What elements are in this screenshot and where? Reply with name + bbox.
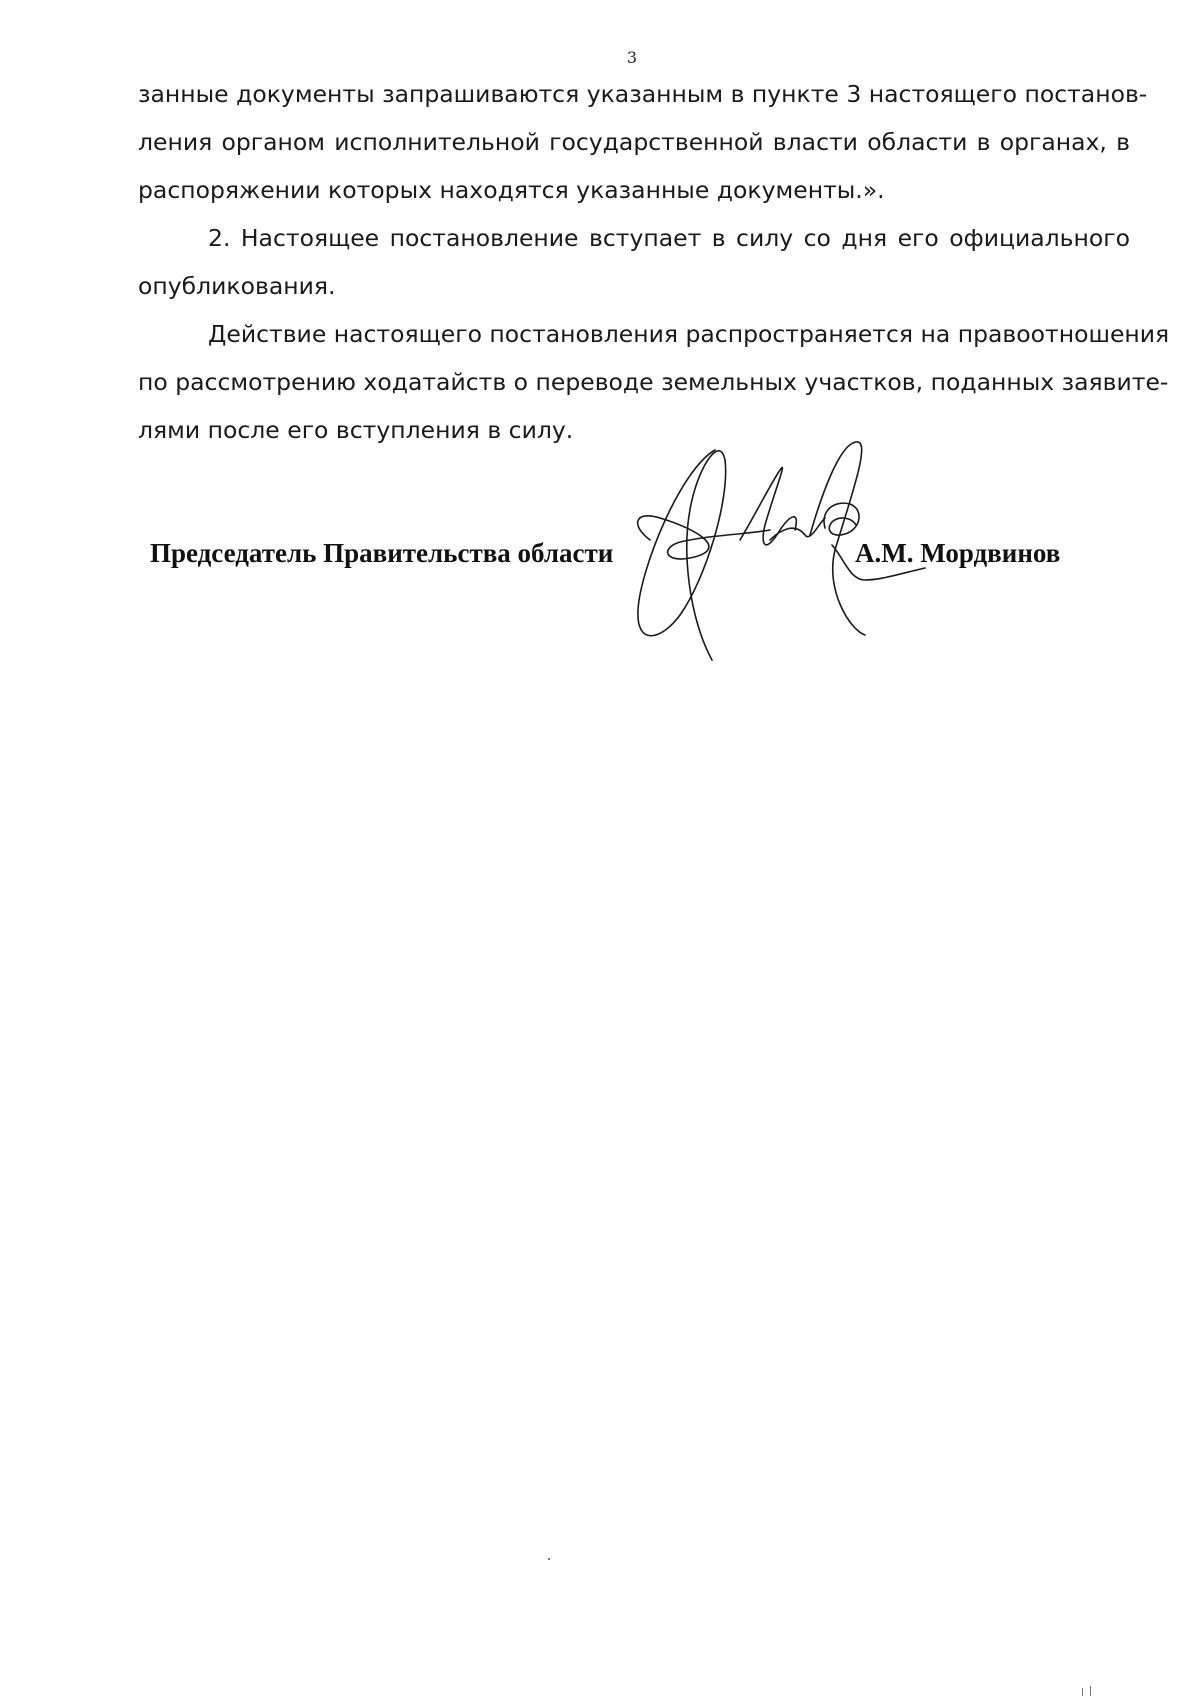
- scan-artifact: [1090, 1686, 1091, 1696]
- handwritten-signature: [620, 430, 940, 670]
- paragraph-line: опубликования.: [138, 272, 336, 300]
- paragraph-line: занные документы запрашиваются указанным в пункте 3 настоящего постанов-: [138, 80, 1148, 108]
- scan-artifact: [1082, 1688, 1083, 1696]
- signatory-name: А.М. Мордвинов: [855, 538, 1061, 568]
- paragraph-line: 2. Настоящее постановление вступает в силу со дня его официального: [208, 224, 1130, 252]
- scan-artifact: [548, 1558, 550, 1560]
- paragraph-line: по рассмотрению ходатайств о переводе земельных участков, поданных заявите-: [138, 368, 1169, 396]
- page-number: 3: [626, 48, 638, 67]
- body-text: [138, 70, 1170, 454]
- paragraph-line: ления органом исполнительной государственной власти области в органах, в: [138, 128, 1130, 156]
- paragraph-line: лями после его вступления в силу.: [138, 416, 574, 444]
- signatory-title: Председатель Правительства области: [150, 538, 614, 568]
- paragraph-line: распоряжении которых находятся указанные документы.».: [138, 176, 885, 204]
- paragraph-line: Действие настоящего постановления распространяется на правоотношения: [208, 320, 1170, 348]
